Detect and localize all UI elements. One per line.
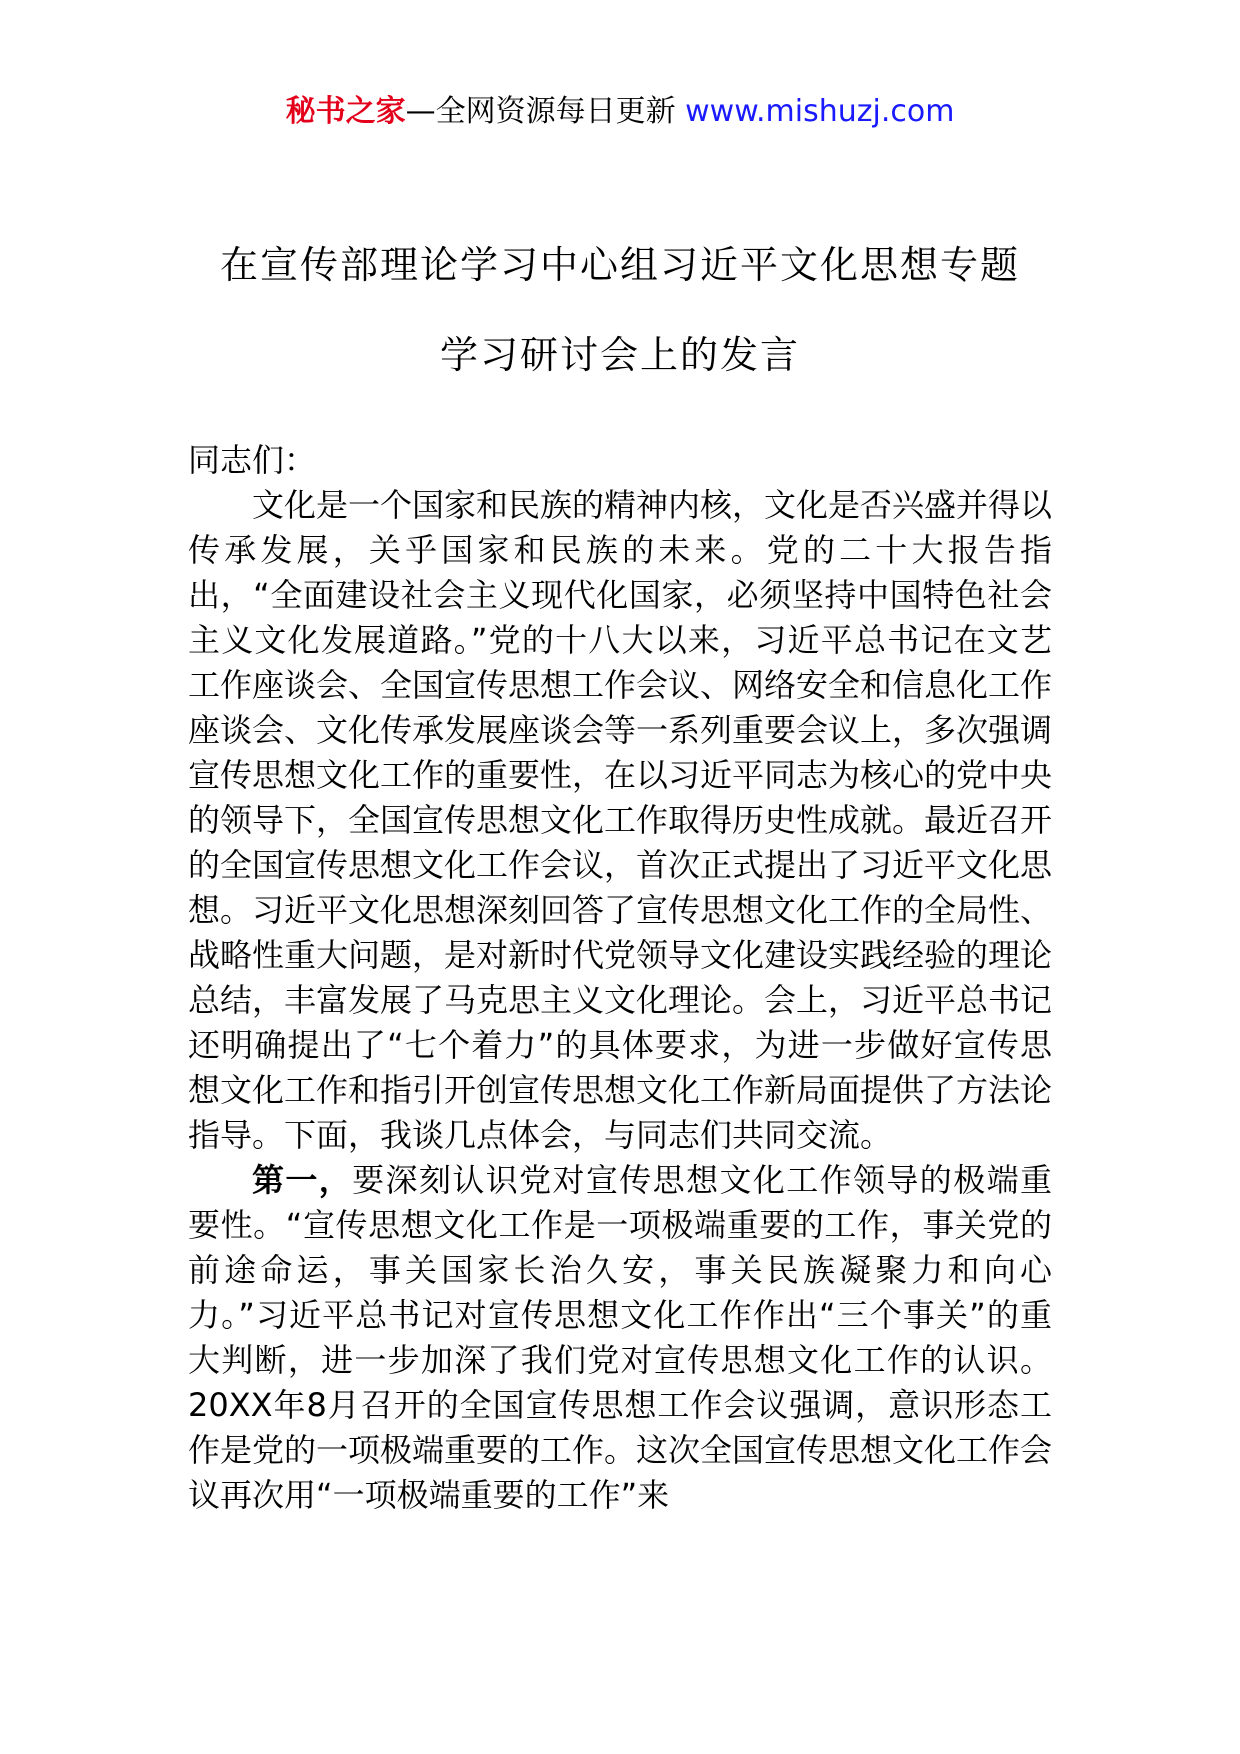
paragraph-1: 文化是一个国家和民族的精神内核，文化是否兴盛并得以传承发展，关乎国家和民族的未来。党的二十大报告指出，“全面建设社会主义现代化国家，必须坚持中国特色社会主义文化发展道路。”党的十八大以来，习近平总书记在文艺工作座谈会、全国宣传思想工作会议、网络安全和信息化工作座谈会、文化传承发展座谈会等一系列重要会议上，多次强调宣传思想文化工作的重要性，在以习近平同志为核心的党中央的领导下，全国宣传思想文化工作取得历史性成就。最近召开的全国宣传思想文化工作会议，首次正式提出了习近平文化思想。习近平文化思想深刻回答了宣传思想文化工作的全局性、战略性重大问题，是对新时代党领导文化建设实践经验的理论总结，丰富发展了马克思主义文化理论。会上，习近平总书记还明确提出了“七个着力”的具体要求，为进一步做好宣传思想文化工作和指引开创宣传思想文化工作新局面提供了方法论指导。下面，我谈几点体会，与同志们共同交流。 xyxy=(188,486,1053,1154)
site-tagline: —全网资源每日更新 xyxy=(405,94,686,129)
paragraph-2 xyxy=(188,1158,1052,1518)
salutation: 同志们： xyxy=(188,441,317,479)
document-title-line-2: 学习研讨会上的发言 xyxy=(439,333,800,377)
document-title-line-1: 在宣传部理论学习中心组习近平文化思想专题 xyxy=(219,243,1020,287)
document-body xyxy=(188,438,1052,1518)
paragraph-2-text: 要深刻认识党对宣传思想文化工作领导的极端重要性。“宣传思想文化工作是一项极端重要的工作，事关党的前途命运，事关国家长治久安，事关民族凝聚力和向心力。”习近平总书记对宣传思想文化工作作出“三个事关”的重大判断，进一步加深了我们党对宣传思想文化工作的认识。20XX年8月召开的全国宣传思想工作会议强调，意识形态工作是党的一项极端重要的工作。这次全国宣传思想文化工作会议再次用“一项极端重要的工作”来 xyxy=(188,1161,1053,1514)
paragraph-2-lead: 第一， xyxy=(252,1161,353,1199)
site-header-banner xyxy=(0,92,1240,132)
site-brand: 秘书之家 xyxy=(285,94,406,129)
site-url-link[interactable]: www.mishuzj.com xyxy=(685,94,955,129)
